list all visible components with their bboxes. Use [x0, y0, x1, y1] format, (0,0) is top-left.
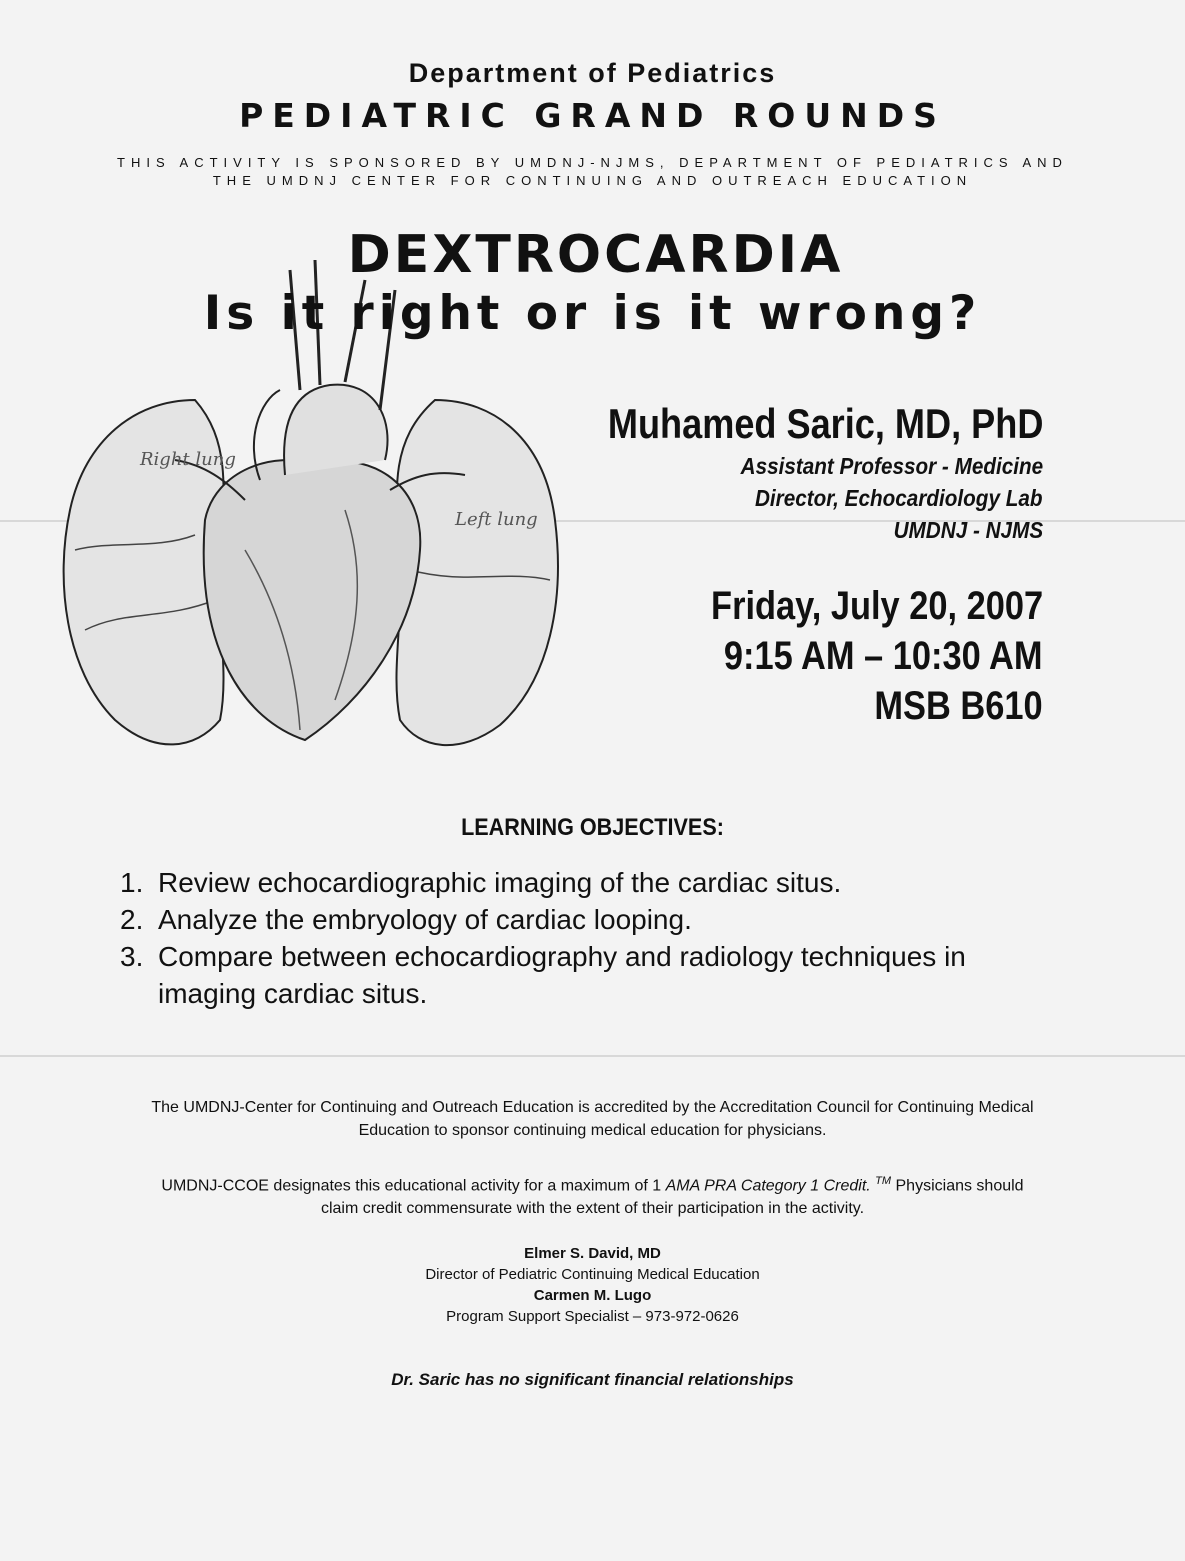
contact-title-1: Director of Pediatric Continuing Medical Education: [425, 1266, 760, 1283]
objectives-list: [120, 864, 1040, 1012]
right-lung-label: Right lung: [140, 449, 236, 470]
contact-title-2: Program Support Specialist – 973-972-0626: [446, 1308, 739, 1325]
speaker-affiliation: UMDNJ - NJMS: [893, 517, 1043, 543]
trademark-mark: TM: [875, 1175, 892, 1187]
contact-name-1: Elmer S. David, MD: [524, 1245, 661, 1262]
credit-text-post: Physicians should claim credit commensurate with the extent of their participation in the activity.: [320, 1177, 1024, 1218]
event-date: Friday, July 20, 2007: [710, 584, 1043, 628]
objective-number: 2.: [120, 904, 144, 935]
credit-designation: [0, 1170, 1185, 1220]
talk-subtitle: Is it right or is it wrong?: [203, 286, 982, 341]
list-item: [120, 938, 1040, 1012]
list-item: [120, 864, 1040, 901]
event-name: PEDIATRIC GRAND ROUNDS: [239, 96, 946, 135]
accreditation-text: The UMDNJ-Center for Continuing and Outreach Education is accredited by the Accreditation Council for Continuing Medical Education to sponsor continuing medical education for physicians.: [151, 1099, 1034, 1139]
heart-shape: [204, 460, 421, 740]
sponsor-line-2: THE UMDNJ CENTER FOR CONTINUING AND OUTREACH EDUCATION: [212, 173, 973, 188]
paper-fold-lower: [0, 1055, 1185, 1057]
credit-text: [143, 1170, 1043, 1220]
objective-number: 1.: [120, 867, 144, 898]
objective-number: 3.: [120, 941, 144, 972]
speaker-name: Muhamed Saric, MD, PhD: [607, 400, 1043, 447]
talk-title: DEXTROCARDIA: [347, 225, 844, 285]
objective-text: Compare between echocardiography and radiology techniques in imaging cardiac situs.: [158, 941, 966, 1009]
objectives-heading: LEARNING OBJECTIVES:: [461, 814, 724, 841]
accreditation-statement: [0, 1096, 1185, 1142]
credit-text-pre: UMDNJ-CCOE designates this educational activity for a maximum of 1: [161, 1177, 666, 1195]
left-lung-label: Left lung: [455, 509, 538, 530]
objective-text: Review echocardiographic imaging of the cardiac situs.: [158, 867, 842, 898]
speaker-role-2: Director, Echocardiology Lab: [755, 485, 1043, 511]
contact-name-2: Carmen M. Lugo: [533, 1287, 652, 1304]
event-time: 9:15 AM – 10:30 AM: [724, 634, 1043, 678]
list-item: [120, 901, 1040, 938]
aorta-shape: [284, 385, 387, 475]
financial-disclosure: Dr. Saric has no significant financial relationships: [391, 1370, 794, 1389]
sponsor-line-1: THIS ACTIVITY IS SPONSORED BY UMDNJ-NJMS, DEPARTMENT OF PEDIATRICS AND: [117, 155, 1068, 170]
event-location: MSB B610: [874, 684, 1043, 728]
sponsor-statement: [0, 154, 1185, 190]
department-name: Department of Pediatrics: [408, 58, 777, 88]
speaker-role-1: Assistant Professor - Medicine: [740, 453, 1043, 479]
credit-category: AMA PRA Category 1 Credit.: [665, 1177, 871, 1195]
objective-text: Analyze the embryology of cardiac looping.: [158, 904, 692, 935]
